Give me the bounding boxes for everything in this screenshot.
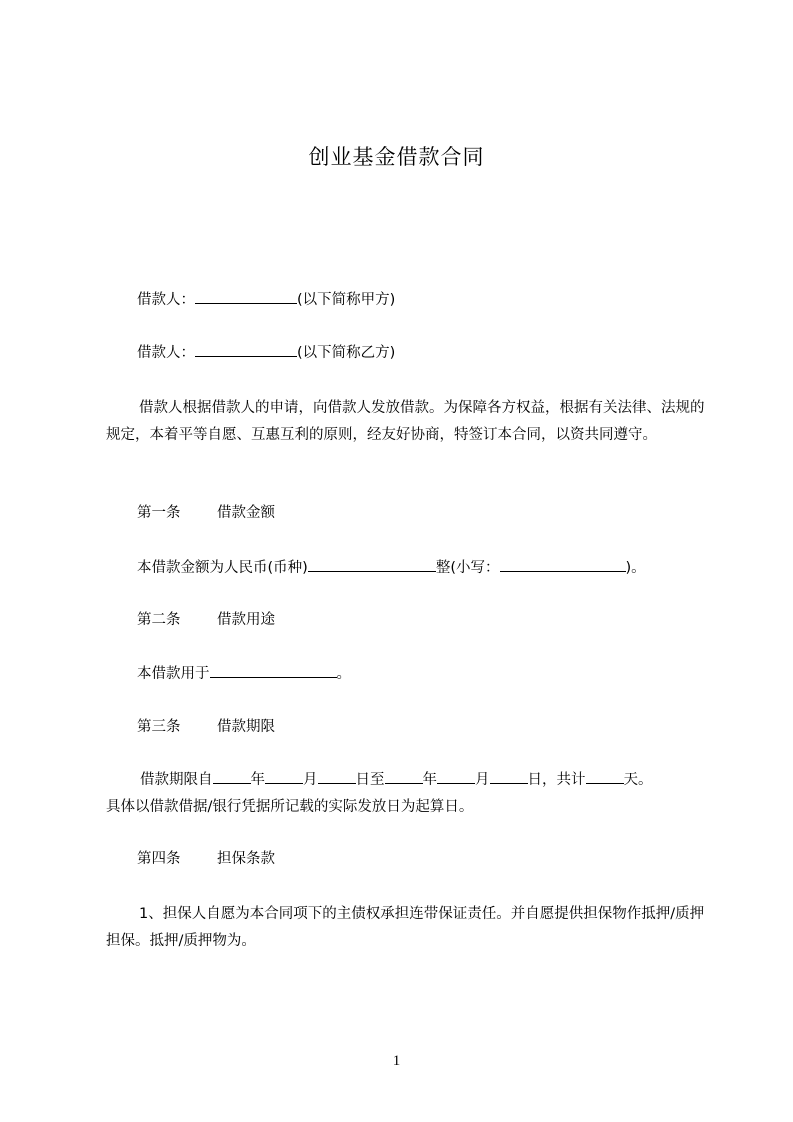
purpose-prefix: 本借款用于: [137, 666, 210, 682]
term-month-unit: 月: [303, 772, 318, 788]
term-from: 借款期限自: [140, 772, 213, 788]
article-4-title: 担保条款: [217, 851, 275, 867]
article-1-title: 借款金额: [217, 505, 275, 521]
article-3-title: 借款期限: [217, 719, 275, 735]
article-4-heading: [137, 846, 275, 873]
term-year-blank[interactable]: [213, 768, 251, 784]
party-a-line: [137, 287, 395, 314]
party-b-label: 借款人：: [137, 345, 195, 361]
article-2-heading: [137, 607, 275, 634]
purpose-blank[interactable]: [210, 662, 337, 678]
article-2-title: 借款用途: [217, 612, 275, 628]
term-year-unit: 年: [250, 772, 265, 788]
article-4-number: 第四条: [137, 851, 181, 867]
article-3-number: 第三条: [137, 719, 181, 735]
term-day-blank[interactable]: [318, 768, 356, 784]
party-b-blank[interactable]: [195, 341, 297, 357]
article-1-number: 第一条: [137, 505, 181, 521]
purpose-line: [137, 661, 351, 688]
article-1-heading: [137, 500, 275, 527]
amount-blank[interactable]: [308, 556, 436, 572]
term-total: 日，共计: [527, 772, 586, 788]
party-b-line: [137, 340, 395, 367]
term-end-month-blank[interactable]: [437, 768, 475, 784]
party-a-label: 借款人：: [137, 292, 195, 308]
party-a-suffix: (以下简称甲方): [297, 292, 396, 308]
term-days-blank[interactable]: [586, 768, 624, 784]
party-b-suffix: (以下简称乙方): [297, 345, 396, 361]
intro-paragraph: 借款人根据借款人的申请，向借款人发放借款。为保障各方权益，根据有关法律、法规的规定，本着平等自愿、互惠互利的原则，经友好协商，特签订本合同，以资共同遵守。: [106, 400, 705, 443]
guarantee-paragraph: 1、担保人自愿为本合同项下的主债权承担连带保证责任。并自愿提供担保物作抵押/质押担保。抵押/质押物为。: [106, 906, 705, 949]
purpose-end: 。: [336, 666, 351, 682]
article-3-heading: [137, 714, 275, 741]
term-end-year-blank[interactable]: [385, 768, 423, 784]
amount-mid: 整(小写：: [435, 560, 500, 576]
term-line: [140, 767, 653, 794]
amount-prefix: 本借款金额为人民币(币种): [137, 560, 308, 576]
amount-line: [137, 555, 646, 582]
article-2-number: 第二条: [137, 612, 181, 628]
party-a-blank[interactable]: [195, 288, 297, 304]
page-number: 1: [392, 1053, 401, 1069]
term-days-unit: 天。: [623, 772, 653, 788]
term-month-blank[interactable]: [265, 768, 303, 784]
term-end-month-unit: 月: [475, 772, 490, 788]
term-note: 具体以借款借据/银行凭据所记载的实际发放日为起算日。: [106, 799, 474, 815]
term-end-day-blank[interactable]: [490, 768, 528, 784]
term-day-to: 日至: [355, 772, 385, 788]
amount-figure-blank[interactable]: [500, 556, 626, 572]
term-end-year-unit: 年: [422, 772, 437, 788]
page-title: 创业基金借款合同: [308, 145, 485, 169]
amount-end: )。: [625, 560, 646, 576]
